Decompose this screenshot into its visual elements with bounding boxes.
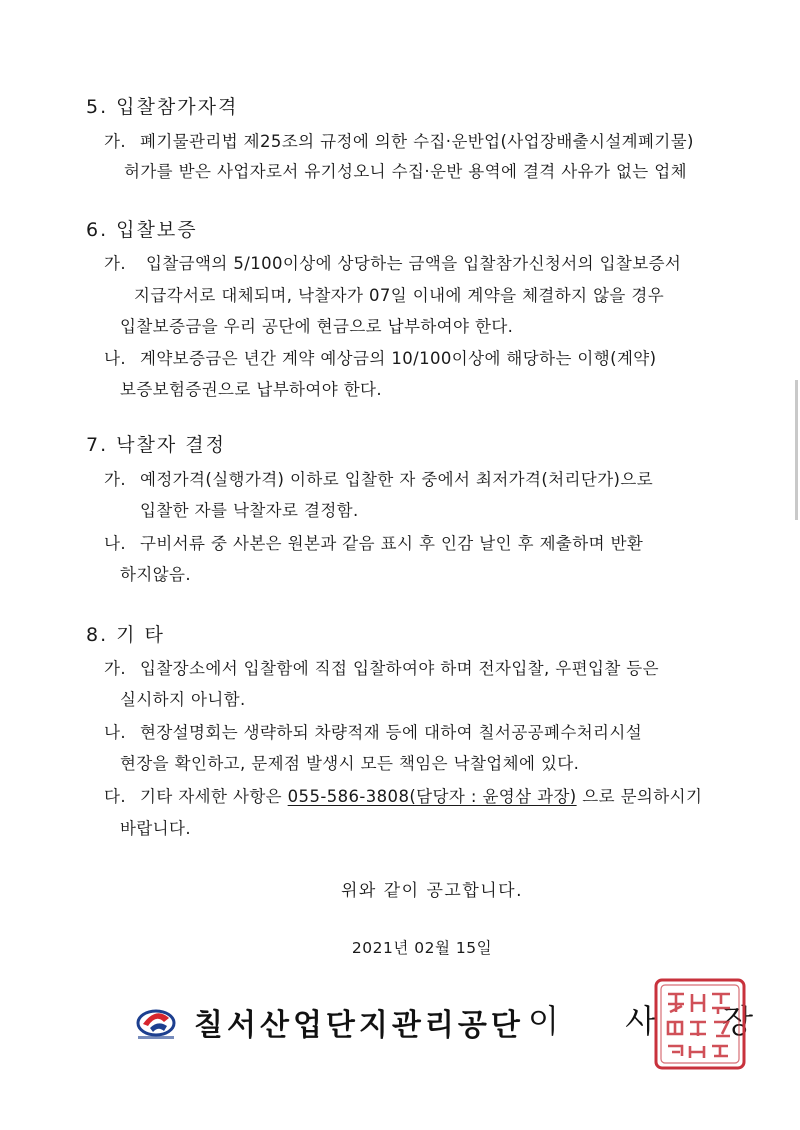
item-text-line: 입찰장소에서 입찰함에 직접 입찰하여야 하며 전자입찰, 우편입찰 등은 (140, 659, 659, 678)
item-marker: 가. (104, 470, 126, 489)
official-red-seal-icon (652, 976, 748, 1072)
item-marker: 가. (104, 132, 126, 151)
scan-edge-mark (795, 380, 798, 520)
section-title-6: 6. 입찰보증 (86, 219, 198, 241)
contact-phone-and-person: 055-586-3808(담당자 : 윤영삼 과장) (287, 787, 577, 806)
item-marker: 나. (104, 723, 126, 742)
contact-prefix: 기타 자세한 사항은 (140, 787, 288, 806)
item-text-line: 계약보증금은 년간 계약 예상금의 10/100이상에 해당하는 이행(계약) (140, 349, 657, 368)
item-text-line: 지급각서로 대체되며, 낙찰자가 07일 이내에 계약을 체결하지 않을 경우 (134, 286, 665, 305)
item-text-line: 바랍니다. (120, 819, 192, 838)
item-text-line: 현장을 확인하고, 문제점 발생시 모든 책임은 낙찰업체에 있다. (120, 754, 580, 773)
item-marker: 다. (104, 787, 126, 806)
section-title-7: 7. 낙찰자 결정 (86, 434, 226, 456)
item-marker: 가. (104, 659, 126, 678)
item-marker: 나. (104, 534, 126, 553)
section-title-5: 5. 입찰참가자격 (86, 96, 239, 118)
item-text-line: 보증보험증권으로 납부하여야 한다. (120, 380, 383, 399)
item-text-line: 입찰한 자를 낙찰자로 결정함. (140, 501, 359, 520)
item-text-line: 폐기물관리법 제25조의 규정에 의한 수집·운반업(사업장배출시설계폐기물) (140, 132, 694, 151)
signatory-title: 이 사 장 (528, 1002, 782, 1040)
item-text-line (140, 783, 702, 807)
item-text-line: 입찰보증금을 우리 공단에 현금으로 납부하여야 한다. (120, 317, 514, 336)
item-text-line: 실시하지 아니함. (120, 690, 246, 709)
item-text-line: 구비서류 중 사본은 원본과 같음 표시 후 인감 날인 후 제출하며 반환 (140, 534, 644, 553)
item-text-line: 현장설명회는 생략하되 차량적재 등에 대하여 칠서공공폐수처리시설 (140, 723, 643, 742)
contact-suffix: 으로 문의하시기 (576, 787, 703, 806)
closing-statement: 위와 같이 공고합니다. (340, 881, 523, 901)
item-text-line: 입찰금액의 5/100이상에 상당하는 금액을 입찰참가신청서의 입찰보증서 (146, 254, 682, 273)
notice-date: 2021년 02월 15일 (351, 939, 493, 957)
organization-name: 칠서산업단지관리공단 (194, 1008, 524, 1043)
item-marker: 나. (104, 349, 126, 368)
section-title-8: 8. 기 타 (86, 624, 165, 646)
chilseo-industrial-complex-logo-icon (134, 998, 178, 1042)
item-marker: 가. (104, 254, 126, 273)
item-text-line: 하지않음. (120, 565, 192, 584)
item-text-line: 예정가격(실행가격) 이하로 입찰한 자 중에서 최저가격(처리단가)으로 (140, 470, 654, 489)
item-text-line: 허가를 받은 사업자로서 유기성오니 수집·운반 용역에 결격 사유가 없는 업체 (124, 162, 687, 181)
